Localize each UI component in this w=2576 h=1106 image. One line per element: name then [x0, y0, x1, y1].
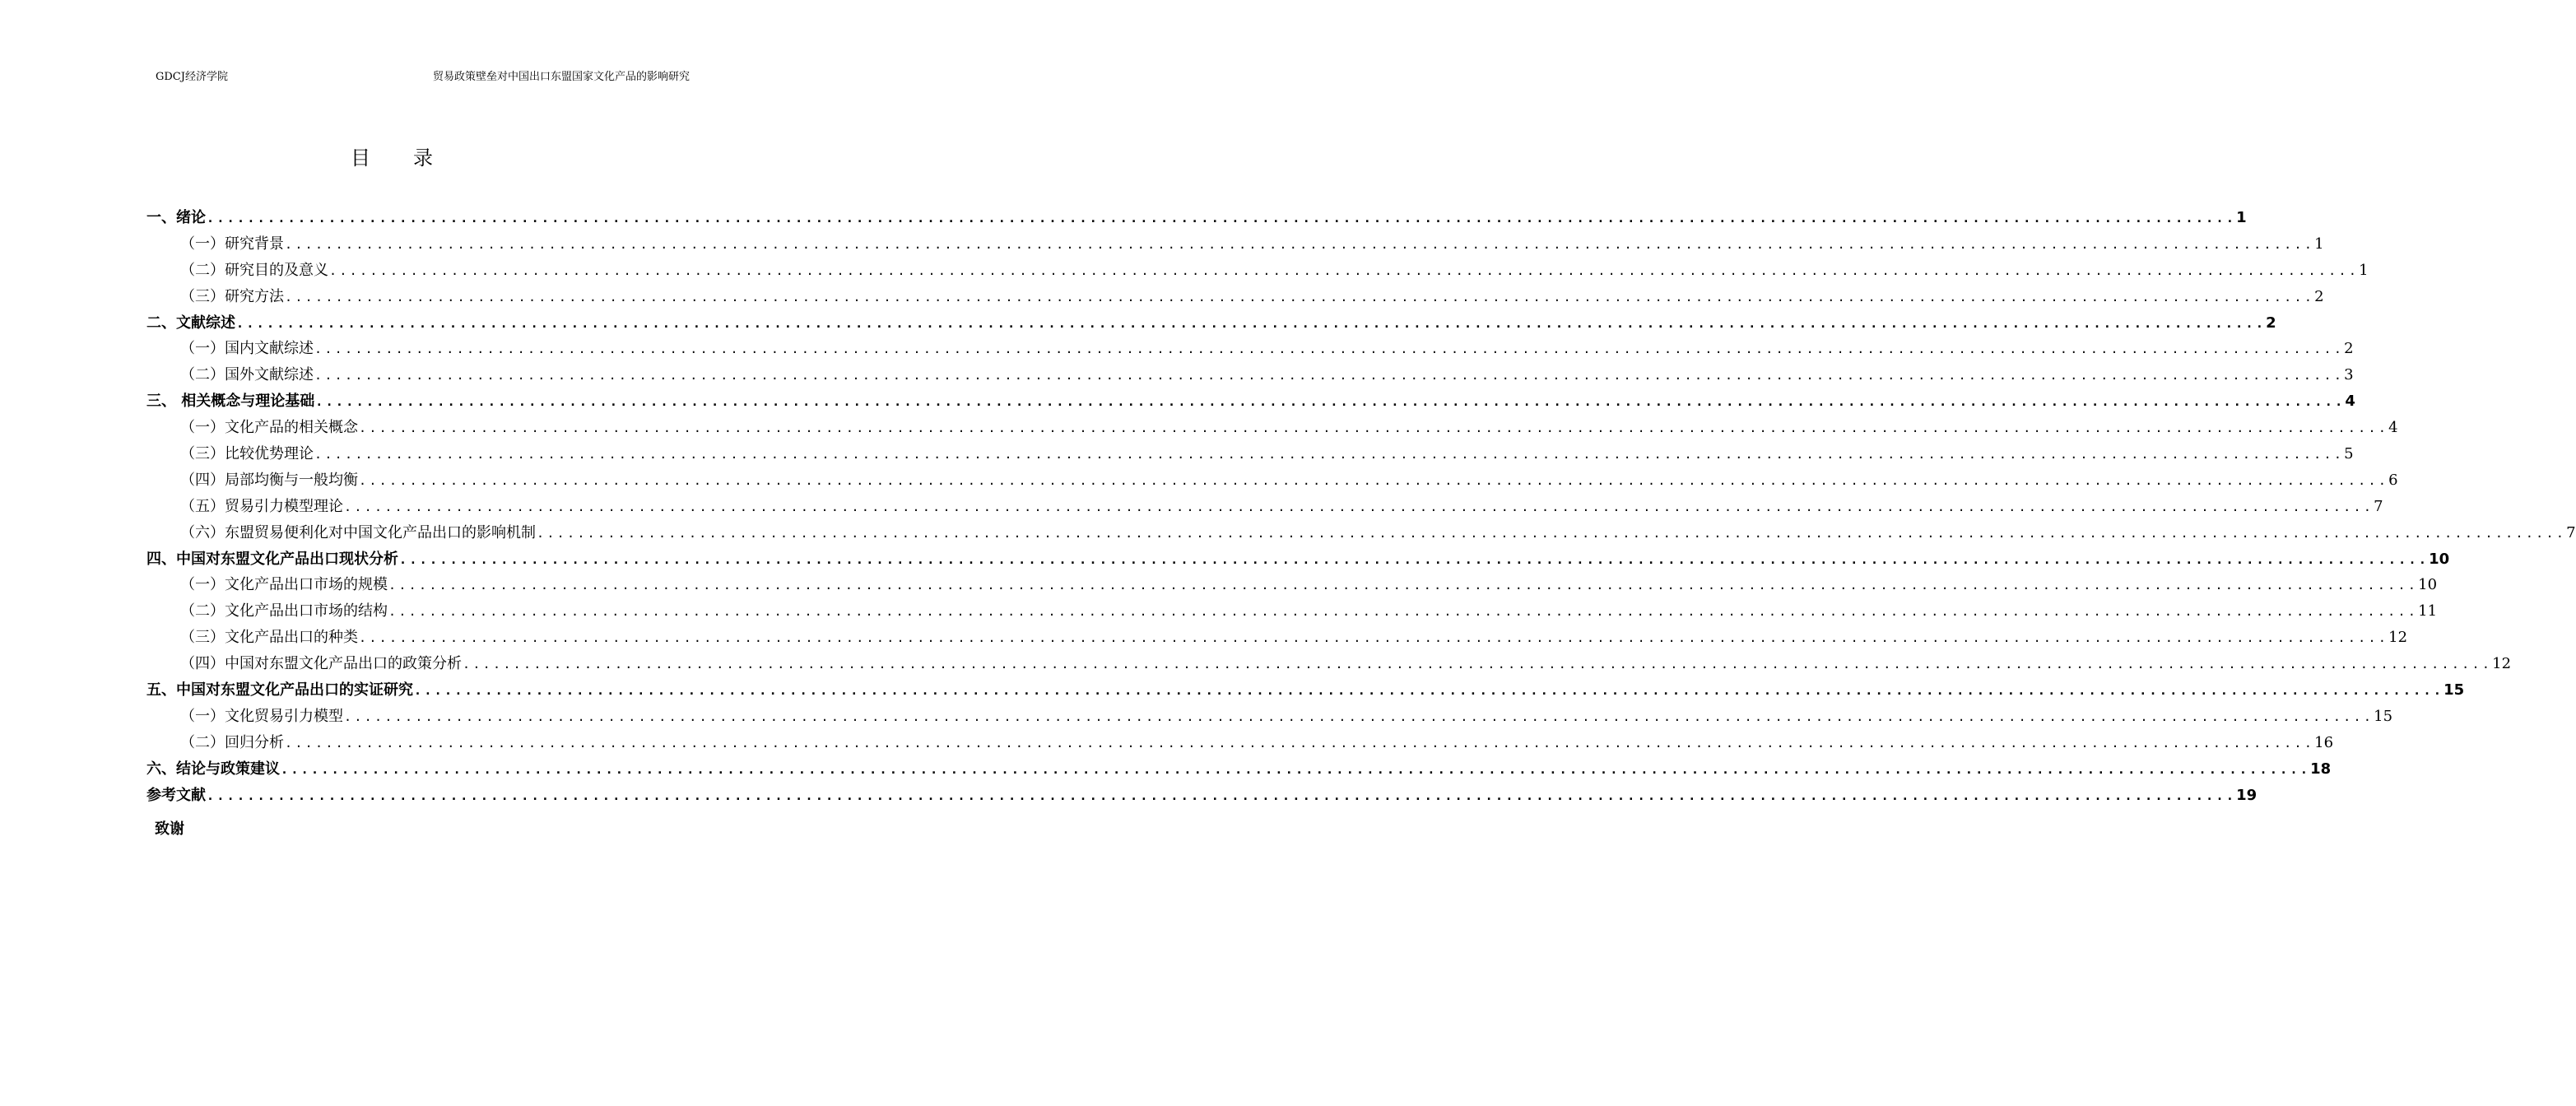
header-school: GDCJ经济学院	[156, 71, 228, 83]
toc-entry-title: （一）研究背景	[180, 235, 284, 253]
dot-leader: ........................................................................................................................................................................................................	[359, 630, 2389, 646]
toc-entry-page-number: 16	[2314, 733, 2334, 751]
toc-entry[interactable]	[146, 467, 2398, 494]
toc-entry-title: 二、文献综述	[146, 314, 235, 332]
dot-leader: ........................................................................................................................................................................................................	[344, 709, 2374, 724]
dot-leader: ........................................................................................................................................................................................................	[314, 368, 2345, 383]
dot-leader: ........................................................................................................................................................................................................	[285, 236, 2315, 252]
toc-entry[interactable]	[146, 362, 2354, 388]
toc-entry-page-number: 12	[2492, 655, 2512, 673]
toc-entry-page-number: 4	[2345, 393, 2355, 411]
toc-entry-title: （二）回归分析	[180, 733, 284, 751]
dot-leader: ........................................................................................................................................................................................................	[359, 421, 2389, 436]
toc-entry-title: 参考文献	[146, 786, 206, 804]
dot-leader: ........................................................................................................................................................................................................	[285, 289, 2315, 304]
toc-entry-title: （三）文化产品出口的种类	[180, 629, 358, 647]
toc-entry[interactable]	[146, 310, 2276, 337]
dot-leader: ........................................................................................................................................................................................................	[329, 263, 2360, 278]
toc-entry-title: （一）国内文献综述	[180, 340, 314, 358]
dot-leader: ........................................................................................................................................................................................................	[359, 472, 2389, 488]
dot-leader: ........................................................................................................................................................................................................	[537, 525, 2567, 541]
toc-entry-page-number: 12	[2388, 629, 2408, 647]
toc-entry[interactable]	[146, 677, 2465, 704]
toc-entry-page-number: 2	[2344, 340, 2354, 358]
toc-entry[interactable]	[146, 258, 2369, 284]
header-thesis-title: 贸易政策壁垒对中国出口东盟国家文化产品的影响研究	[432, 71, 690, 83]
toc-entry[interactable]	[146, 284, 2324, 310]
toc-entry-page-number: 1	[2314, 235, 2324, 253]
dot-leader: ........................................................................................................................................................................................................	[207, 211, 2237, 225]
toc-entry[interactable]	[146, 625, 2408, 651]
toc-entry[interactable]	[146, 441, 2354, 467]
toc-entry[interactable]	[146, 520, 2576, 546]
dot-leader: ........................................................................................................................................................................................................	[344, 499, 2374, 514]
toc-entry-page-number: 15	[2374, 707, 2393, 725]
toc-entry-page-number: 10	[2418, 576, 2438, 594]
dot-leader: ........................................................................................................................................................................................................	[285, 735, 2315, 750]
toc-entry-page-number: 10	[2429, 550, 2450, 568]
toc-entry[interactable]	[146, 598, 2438, 625]
dot-leader: ........................................................................................................................................................................................................	[281, 761, 2311, 777]
toc-entry-page-number: 18	[2310, 760, 2332, 778]
toc-entry-page-number: 4	[2388, 419, 2398, 437]
toc-entry-page-number: 15	[2443, 681, 2465, 699]
toc-entry[interactable]	[146, 388, 2355, 415]
toc-entry-title: （二）国外文献综述	[180, 366, 314, 384]
running-header	[156, 69, 690, 86]
toc-entry-page-number: 2	[2314, 287, 2324, 305]
toc-entry-title: （五）贸易引力模型理论	[180, 497, 343, 515]
toc-entry-page-number: 3	[2344, 366, 2354, 384]
dot-leader: ........................................................................................................................................................................................................	[314, 342, 2345, 357]
toc-entry-title: 五、中国对东盟文化产品出口的实证研究	[146, 681, 413, 699]
dot-leader: ........................................................................................................................................................................................................	[207, 788, 2237, 803]
toc-entry[interactable]	[146, 651, 2512, 677]
toc-entry-title: （四）中国对东盟文化产品出口的政策分析	[180, 655, 462, 673]
dot-leader: ........................................................................................................................................................................................................	[463, 657, 2493, 672]
toc-entry[interactable]	[146, 730, 2334, 756]
toc-entry[interactable]	[146, 704, 2393, 730]
toc-entry-title: （二）文化产品出口市场的结构	[180, 602, 388, 620]
toc-entry-page-number: 11	[2418, 602, 2438, 620]
toc-entry-page-number: 19	[2236, 786, 2257, 804]
toc-entry-title: （一）文化产品的相关概念	[180, 419, 358, 437]
dot-leader: ........................................................................................................................................................................................................	[315, 394, 2346, 410]
toc-entry-acknowledgement: 致谢	[155, 820, 184, 838]
toc-entry-title: （一）文化贸易引力模型	[180, 707, 343, 725]
toc-entry-page-number: 5	[2344, 445, 2354, 463]
toc-entry-title: （四）局部均衡与一般均衡	[180, 471, 358, 489]
toc-entry[interactable]	[146, 546, 2450, 573]
toc-entry-page-number: 6	[2388, 471, 2398, 489]
toc-entry-title: （六）东盟贸易便利化对中国文化产品出口的影响机制	[180, 523, 536, 541]
toc-entry[interactable]	[146, 415, 2398, 441]
dot-leader: ........................................................................................................................................................................................................	[399, 551, 2430, 567]
dot-leader: ........................................................................................................................................................................................................	[236, 315, 2267, 331]
toc-entry-title: （二）研究目的及意义	[180, 261, 328, 279]
toc-entry[interactable]	[146, 572, 2438, 598]
toc-entry-title: 六、结论与政策建议	[146, 760, 280, 778]
toc-entry[interactable]	[146, 336, 2354, 362]
toc-entry[interactable]	[146, 783, 2257, 809]
toc-entry-page-number: 1	[2236, 209, 2247, 226]
toc-entry[interactable]	[146, 231, 2324, 258]
dot-leader: ........................................................................................................................................................................................................	[314, 447, 2345, 462]
toc-entry-title: 一、绪论	[146, 209, 206, 226]
toc-entry[interactable]	[146, 756, 2332, 783]
toc-entry-page-number: 7	[2374, 497, 2383, 515]
dot-leader: ........................................................................................................................................................................................................	[414, 683, 2444, 699]
toc-entry-title: （三）比较优势理论	[180, 445, 314, 463]
toc-entry-title: （一）文化产品出口市场的规模	[180, 576, 388, 594]
dot-leader: ........................................................................................................................................................................................................	[388, 604, 2419, 620]
toc-title: 目录	[351, 146, 476, 170]
table-of-contents	[146, 205, 2576, 808]
toc-entry-page-number: 1	[2359, 261, 2369, 279]
toc-entry-page-number: 7	[2566, 523, 2576, 541]
toc-entry-title: （三）研究方法	[180, 287, 284, 305]
dot-leader: ........................................................................................................................................................................................................	[388, 578, 2419, 593]
toc-entry-page-number: 2	[2266, 314, 2276, 332]
toc-entry[interactable]	[146, 494, 2383, 520]
toc-entry-title: 四、中国对东盟文化产品出口现状分析	[146, 550, 398, 568]
toc-entry-title: 三、 相关概念与理论基础	[146, 393, 315, 411]
toc-entry[interactable]	[146, 205, 2247, 231]
